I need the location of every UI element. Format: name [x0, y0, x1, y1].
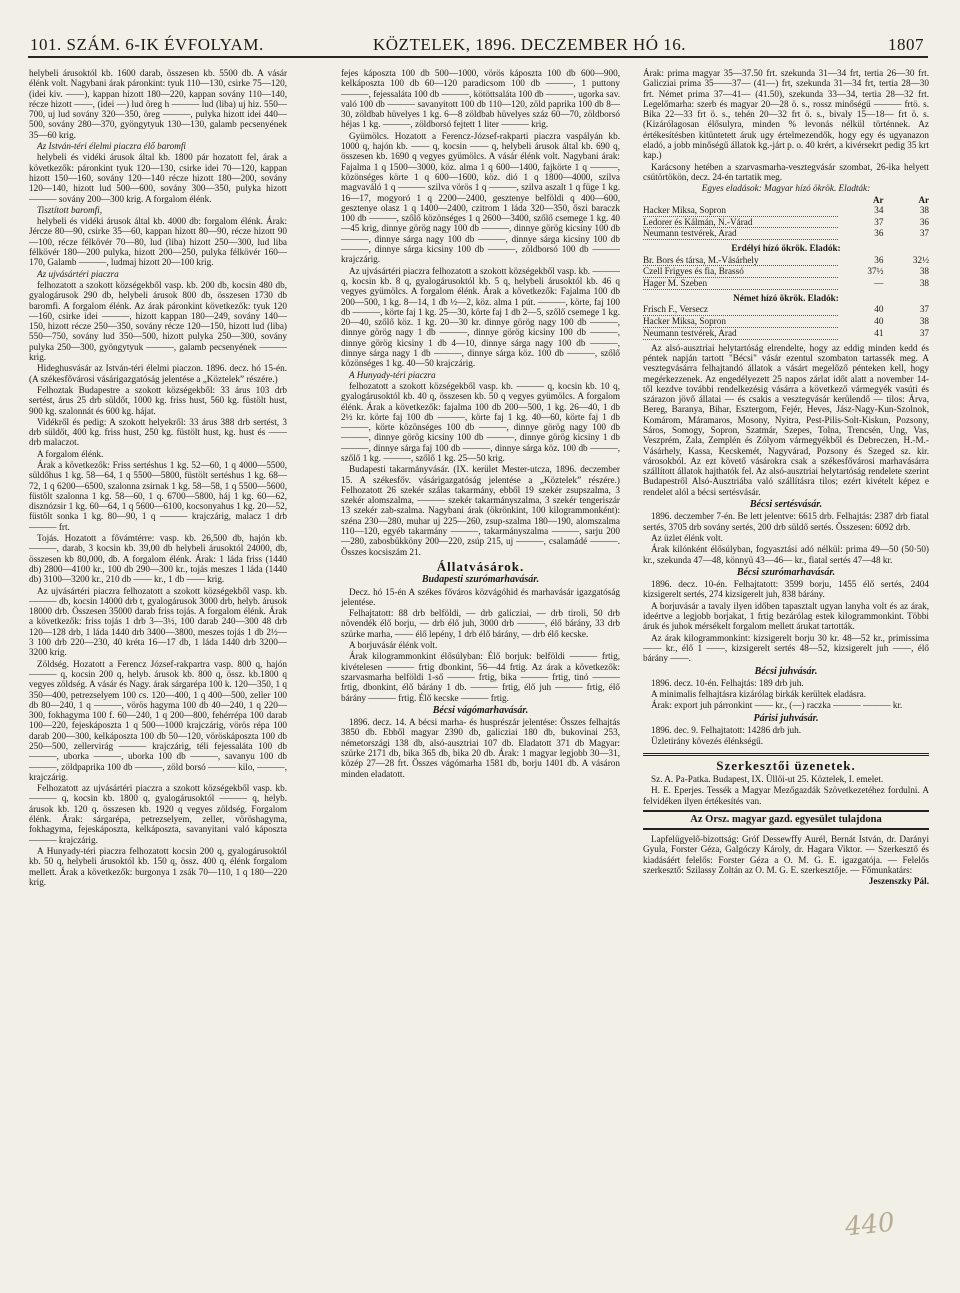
paragraph — [29, 269, 287, 279]
section-subtitle: Bécsi juhvásár. — [754, 665, 818, 677]
paragraph: Felhoztak Budapestre a szokott községekből: 33 árus 103 drb sertést, árus 25 drb süldőt, 1000 kg. friss hust, 560 kg. füstölt hust, 900 kg. szalonnát és 600 kg. hájat. — [29, 384, 287, 416]
section-title: Állatvásárok. — [436, 558, 525, 574]
paragraph — [29, 141, 287, 151]
paragraph: felhozatott a szokott községekből vasp. kb. ——— q, kocsin kb. 10 q, gyalogárusoktól kb. 40 q, összesen kb. 50 q vegyes gyümölcs. A forgalom élénk. Árak a következők: fajalma 100 db 200—500, 1 kg. 26—40, 1 db 2½ kr. körte faj 100 db ———, körte faj 1 kg. 40—60, körte faj 1 db ———, körte közönséges 100 db ———, dinnye görög nagy 100 db ———, dinnye görög kicsiny 100 db ———, dinnye görög kicsiny 1 db ———, dinnye sárga faj 100 db ———, dinnye sárga köz. 100 db ———, szőlő 1 kg. ———, szőlő 1 kg. 25—50 krig. — [341, 380, 620, 463]
paragraph: Árak kilogrammonkint élősúlyban: Élő borjuk: belföldi ——— frtig, kivételesen ——— frtig dbonkint, 56—44 frtig. Az árak a következők: szarvasmarha belföldi 1-ső ——— frtig, bika ——— frtig, tinó ——— frtig, dbonkint, élő bárány 1 db. ——— frtig, élő juh ——— frtig, élő bárány ——— frtig. Élő kecske ——— frtig. — [341, 651, 620, 703]
paragraph: 1896. dec. 9. Felhajtatott: 14286 drb juh. — [651, 725, 802, 736]
issue-number: 101. SZÁM. 6-IK ÉVFOLYAM. — [30, 35, 264, 54]
paragraph: Az üzlet élénk volt. — [651, 532, 723, 543]
paragraph: Zöldség. Hozatott a Ferencz József-rakpartra vasp. 800 q, hajón ——— q, kocsin 200 q, helyb. árusok kb. 800 q, össz. kb.1800 q vegyes zöldség. A vásár és Nagy. árak sárgarépa 100 k. 120—350, 1 q 350—400, petrezselyem 100 cs. 120—400, 1 q 400—500, zeller 100 db 80—240, 1 q ———, vörös hagyma 100 db 40—240, 1 q 220—300, fokhagyma 100 f. 60—240, 1 q 200—800, fehérrépa 100 darab 100—220, fejeskáposzta 1 q 500—1000 krajczárig, vörös répa 100 darab 200—300, kelkáposzta 100 db 50—120, vöröskáposzta 100 db 250—500, zellervirág ——— krajczárig, téli fejessaláta 100 db ———, uborka ———, uborka 100 db ———, savanyu 100 db ———, zöldpaprika 100 db ———, zöld borsó ——— kilo, ———, krajczárig. — [29, 658, 287, 782]
table-row: Hacker Miksa, Sopron 40 38 — [643, 316, 929, 327]
paragraph: Az alsó-ausztriai helytartóság elrendelte, hogy az eddig minden kedd és péntek napján tartott "Bécsi" vásár ezentul szombaton tartassék meg. A vesztegvásárra felhajtandó állatok a vásárt megelőző pénteken kell, hogy megérkezzenek. Az engedélyezett 25 napos zárlat időt alatt a november 14-től kezdve további rendelkezésig vásárra a következő vármegyék vasúti és szárazon jövő állatai — és csakis a vesztegvásár kerülendő — tilos: Árva, Bereg, Baranya, Bihar, Esztergom, Fejér, Heves, Jász-Nagy-Kun-Szolnok, Komárom, Máramaros, Mosony, Nyitra, Pest-Pilis-Solt-Kiskun, Pozsony, Sáros, Somogy, Sopron, Szatmár, Szepes, Tolna, Trencsén, Ung, Vas, Veszprém, Zala, Zemplén és Zólyom vármegyékből és Debreczen, H.-M.-Vásárhely, Kassa, Kecskemét, Nagyvárad, Pozsony és Szeged sz. kir. városokból. Az ezt követő vásárokra csak a székesfővárosi marhavásárra szállított állatok hajthatók fel. Az alsó-ausztriai helytartóság rendelete szerint Budapestről Alsó-Ausztriába való szállításra tilos; ezért kivételt képez e rendelet alól a bécsi sertésvásár. — [643, 342, 929, 497]
paragraph: fejes káposzta 100 db 500—1000, vörös káposzta 100 db 600—900, kelkáposzta 100 db 60—120 paradicsom 100 db ———, 1 puttony ———, fejessaláta 100 db ———, kötöttsaláta 100 db ———, ugorka sav. való 100 db ——— savanyitott 100 db 110—120, zöld paprika 100 db 8—30, zöldbab hüvelyes 1 kg. 6—8 zöldbab hüvelyes száz 60—70, zöldborsó héjas 1 kg. ———, zöldborsó fejtett 1 liter ——— krig. — [341, 68, 620, 130]
column-right — [643, 68, 929, 1268]
market-heading: Tisztított baromfi, — [37, 204, 103, 215]
paragraph: Sz. A. Pa-Patka. Budapest, IX. Üllői-ut 25. Köztelek, I. emelet. — [651, 773, 884, 784]
market-heading: A Hunyady-téri piaczra — [349, 369, 436, 380]
table-row: Ledorer és Kálmán, N.-Várad 37 36 — [643, 216, 929, 227]
market-heading: Az István-téri élelmi piaczra élő baromfi — [37, 141, 186, 152]
section-title: Szerkesztői üzenetek. — [716, 757, 856, 773]
table-caption: Egyes eladások: Magyar hízó ökrök. Eladták: — [701, 183, 871, 194]
paragraph: Hideghusvásár az István-téri élelmi piaczon. 1896. decz. hó 15-én. (A székesfővárosi vásárigazgatóság jelentése a „Köztelek” részére.) — [29, 363, 287, 384]
paragraph: 1896. decz. 10-én. Felhajtatott: 3599 borju, 1455 élő sertés, 2404 kizsigerelt sertés, 274 kizsigerelt juh, 838 bárány. — [643, 579, 929, 600]
price-table-transylvanian — [643, 255, 929, 290]
table-row: Neumann testvérek, Arad 41 37 — [643, 327, 929, 338]
paragraph: 1896. decz. 10-én. Felhajtás: 189 drb juh. — [651, 677, 804, 688]
column-middle — [341, 68, 620, 1268]
paragraph: helybeli és vidéki árusok által kb. 1800 pár hozatott fel, árak a következők: páronkint tyuk 120—130, csirke idei 70—120, kappan hizott 150—160, sovány 120—140 récze hizott 180—200, sovány 120—140, hizott lud 500—600, sovány 300—350, pulyka hizott ——— sovány 200—300 krig. A forgalom élénk. — [29, 152, 287, 204]
section-subtitle: Párisi juhvásár. — [753, 712, 819, 724]
paragraph: Üzletirány kövezés élénkségű. — [651, 736, 763, 747]
paragraph: helybeli és vidéki árusok által kb. 4000 db: forgalom élénk. Árak: Jércze 80—90, csirke 35—60, kappan hizott 80—90, récze hizott 90—100, récze félkövér 70—80, lud (liba) hizott 250—300, lud liba félkövér 180—200 pulyka, hizott 200—250, pulyka félkövér 160—170, Galamb ———, ludmaj hizott 20—100 krig. — [29, 216, 287, 268]
pencil-note: 440 — [843, 1207, 897, 1243]
section-subtitle: Bécsi vágómarhavásár. — [432, 704, 529, 716]
table-row: Czell Frigyes és fia, Brassó 37½ 38 — [643, 266, 929, 277]
table-row: Hager M. Szeben — 38 — [643, 278, 929, 289]
paragraph: A minimalis felhajtásra kizárólag birkák kerültek eladásra. — [651, 689, 867, 700]
paragraph: Decz. hó 15-én A székes főváros közvágóhid és marhavásár igazgatóság jelentése. — [341, 586, 620, 607]
table-row: Br. Bors és társa, M.-Vásárhely 36 32½ — [643, 254, 929, 265]
paragraph: A forgalom élénk. — [37, 448, 104, 459]
paragraph: Tojás. Hozatott a fővámtérre: vasp. kb. 26,500 db, hajón kb. ———, darab, 3 kocsin kb. 39,00 db helybeli árusoktól 24000, db, összesen kb 80,000, db. A forgalom élénk. Árak: 1 láda friss (1440 db) 2800—4100 kr., 100 db 290—300 kr., tojás meszes 1 láda (1440 db) 3100—3200 kr., 210 db —— kr., 1 db —— krig. — [29, 533, 287, 585]
section-subtitle: Budapesti szurómarhavásár. — [421, 574, 540, 586]
paragraph: Felhajtatott: 88 drb belföldi, — drb galicziai, — drb tiroli, 50 drb növendék élő borju, — drb élő juh, 3000 drb ———, élő bárány, 33 drb szürke marha, —— élő lepény, 1 drb élő bárány, — drb élő kecske. — [341, 608, 620, 639]
paragraph: Árak: export juh párronkint —— kr., (—) raczka ——— ——— kr. — [651, 700, 903, 711]
paragraph: A borjuvásár a tavaly ilyen időben tapasztalt ugyan lanyha volt és az árak, ideértve a legjobb borjakat, 1 frtig bezárólag estek kilogrammonkint. Többi áruk és juhok mérsékelt forgalom mellett árukat tartották. — [643, 600, 929, 632]
paragraph: Budapesti takarmányvásár. (IX. kerület Mester-utcza, 1896. deczember 15. A székesfőv. vásárigazgatóság jelentése a „Köztelek” részére.) Felhozatott 26 szekér szálas takarmány, ebből 19 szekér zsupszalma, 3 szekér alomszalma, ——— szekér takarmányszalma, 3 szekér tengeriszár 13 szekér zab-szalma. Nagybani árak (ökrönkint, 100 kilogrammonként): széna 230—280, muhar uj 225—260, zsup-szalma 180—190, alomszalma 110—120, egyéb takarmány ———, takarmányszalma ———, sarju 200—280, zabosbükköny 200—220, zsúp 215, uj ———, csalamádé ———. Összes kocsiszám 21. — [341, 464, 620, 557]
newspaper-title-date: KÖZTELEK, 1896. DECZEMBER HÓ 16. — [373, 35, 687, 54]
column-left — [29, 68, 287, 1268]
paragraph: Az árak kilogrammonkint: kizsigerelt borju 30 kr. 48—52 kr., primissima —— kr., élő 1 ——, kizsigerelt sertés 48—52, kizsigerelt juh ——, élő bárány ——. — [643, 632, 929, 664]
paragraph: Vidékről és pedig: A szokott helyekről: 33 árus 388 drb sertést, 3 drb süldőt, 400 kg. friss hust, 250 kg. füstölt hust, kg. hust és —— drb malaczot. — [29, 416, 287, 448]
paragraph: Árak a következők: Friss sertéshus 1 kg. 52—60, 1 q 4000—5500, süldőhus 1 kg. 58—64, 1 q 5500—5800, füstölt sertéshus 1 kg. 68—72, 1 q 6200—6500, szalonna zsirnak 1 kg. 58—58, 1 q 5500—5600, füstölt szalonna 1 kg. 58—60, 1 q. 6700—5800, háj 1 kg. 60—62, disznózsir 1 kg. 60—64, 1 q 5600—6100, kocsonyahus 1 kg. 20—52, füstölt sonka 1 kg. 80—90, 1 q ——— krajczárig, malacz 1 drb ——— frt. — [29, 459, 287, 532]
paragraph: Árak: prima magyar 35—37.50 frt. szekunda 31—34 frt, tertia 26—30 frt. Galicziai prima 35——37— (41—) frt, szekunda 31—34 frt, tertia 28—30 frt. Német prima 37—41— (41.50), szekunda 33—34, tertia 28—32 frt. Legelőmarha: szerb és magyar 20—28 ö. s., rossz minőségű ——— frtö. s. Bika 22—33 frt ö. s., tehén 20—32 frt ö. s., bivaly 15—18— frt ö. s. (Kizárólagosan élősulyra, minden % levonás nélkül történnek. Az értékesítésben kitüntetett áruk ugy értelmezendők, hogy egy és ugyanazon eladó, a jobb minőségű állatok kg.-járt p. o. 40 krért, a kivérsekrt pedig 35 krt kap.) — [643, 68, 929, 161]
paragraph: Felhozatott az ujvásártéri piaczra a szokott községekből vasp. kb. ——— q, kocsin kb. 1800 q, gyalogárusoktól ——— q, helyb. árusok kb. 120 q. összesen kb. 1920 q vegyes zöldség. Forgalom élénk. Árak: sárgarépa, petrezselyem, zeller, vöröshagyma, fokhagyma, fejeskáposzta, kelkáposzta, savanyitani való káposzta ——— krajczárig. — [29, 783, 287, 845]
section-subtitle: Bécsi szurómarhavásár. — [736, 566, 836, 578]
paragraph: felhozatott a szokott községekből vasp. kb. 200 db, kocsin 480 db, gyalogárusok 290 db, helybeli árusok 800 db, összesen 1730 db baromfi. A forgalom élénk. Az árak páronkint következők: tyuk 120—160, csirke idei ———, hizott kappan 180—249, sovány 140—150, hizott récze 250—350, sovány récze 120—150, hizott lud (liba) 550—750, sovány lud 350—500, hizott pulyka 250—300, sovány pulyka 250—300, gyöngytyuk ———, galamb pecsenyének ——— krig. — [29, 279, 287, 363]
paragraph — [341, 370, 620, 380]
table-caption: Erdélyi hízó ökrök. Eladók: — [731, 243, 841, 254]
ownership-box: Az Orsz. magyar gazd. egyesület tulajdona — [643, 810, 929, 830]
page-number: 1807 — [888, 35, 924, 54]
price-table-german — [643, 304, 929, 339]
signature: Jeszenszky Pál. — [868, 876, 929, 887]
table-row: Hacker Miksa, Sopron 34 38 — [643, 204, 929, 216]
table-row: Neumann testvérek, Arad 36 37 — [643, 228, 929, 239]
table-header-ar: Ar — [918, 194, 929, 205]
table-row: Frisch F., Versecz 40 37 — [643, 304, 929, 315]
table-caption: Német hízó ökrök. Eladók: — [733, 292, 839, 303]
price-table-hungarian — [643, 195, 929, 241]
table-header-ar: Ar — [872, 194, 884, 205]
paragraph: Az ujvásártéri piaczra felhozatott a szokott községekből vasp. kb. ——— db, kocsin 14000 drb t, gyalogárusok 3000 drb, helyb. árusok 18000 drb. Összesen 35000 darab friss tojás. A forgalom élénk. Árak a következők: friss tojás 1 drb 3—3½, 100 darab 240—300 48 drb 120—128 drb, 1 láda 1440 drb 3400—3800, meszes tojás 1 db 2½—3 100 drb 220—230, 40 kréta 16—17 db, 1 láda 1440 drb 3200—3200 krig. — [29, 585, 287, 658]
paragraph: A Hunyady-téri piaczra felhozatott kocsin 200 q, gyalogárusoktól kb. 50 q, helybeli árusoktól kb. 150 q, össz. 400 q, élénk forgalom mellett. Árak a következők: burgonya 1 zsák 70—110, 1 q 180—220 krig. — [29, 845, 287, 887]
masthead-credits: Lapfelügyelő-bizottság: Gróf Dessewffy Aurél, Bernát István, dr. Darányi Gyula, Forster Géza, Galgóczy Károly, dr. Hagara Viktor. — Szerkesztő és kiadásáért felelős: Forster Géza a O. M. G. E. igazgatója. — Felelős szerkesztő: Szilassy Zoltán az O. M. G. E. szerkesztője. — Főmunkatárs: — [643, 834, 929, 875]
paragraph: helybeli árusoktól kb. 1600 darab, összesen kb. 5500 db. A vásár élénk volt. Nagybani árak páronkint: tyuk 110—130, csirke 75—120, (idei kiv. ——), kappan hizott 180—220, kappan sovány 110—140, récze hizott ——, (idei —) lud öreg h ——— lud (liba) uj hiz. 550—700, uj lud sovány 320—350, öreg ———, pulyka hizott idei 440—500, sovány 280—370, gyöngytyuk 130—130, galamb pecsenyének 35—60 krig. — [29, 68, 287, 140]
market-heading: Az ujvásártéri piaczra — [37, 268, 119, 279]
paragraph: Gyümölcs. Hozatott a Ferencz-József-rakparti piaczra vaspályán kb. 1000 q, hajón kb. —— q, kocsin —— q, helybeli árusok által kb. 690 q, összesen kb. 1690 q vegyes gyümölcs. A vásár élénk volt. Nagybani árak: Fajalma 1 q 1500—3000, köz. alma 1 q 600—1400, fajkörte 1 q ———, közönséges körte 1 q 600—1600, köz. dió 1 q 1800—4000, szilva magvaváló 1 q ——— szilva vörös 1 q ———, szilva aszalt 1 q füge 1 kg. 16—17, mogyoró 1 q 2200—2400, gesztenye belföldi q 400—600, gesztenye olasz 1 q 1400—2400, czitrom 1 láda 320—350, őszi baraczk 100 db ———, szőlő közönséges 1 q 2600—3400, szőlő csemege 1 kg. 40—45 krig, dinnye görög nagy 100 db ———, dinnye görög kicsiny 100 db ———, dinnye sárga nagy 100 db ———, dinnye sárga kicsiny 100 db ———, dinnye sárga kicsiny 100 db ———, zöldborsó 100 db ——— krajczárig. — [341, 130, 620, 265]
divider — [643, 753, 929, 756]
paragraph: 1896. deczember 7-én. Be lett jelentve: 6615 drb. Felhajtás: 2387 drb fiatal sertés, 3705 drb sovány sertés, 200 drb süldő sertés. Összesen: 6092 drb. — [643, 511, 929, 532]
paragraph: Árak kilónként élősúlyban, fogyasztási adó nélkül: prima 49—50 (50·50) kr., szekunda 47—48, könnyü 43—46— kr., fiatal sertés 47—48 kr. — [643, 544, 929, 565]
page-header — [28, 34, 928, 58]
paragraph: A borjuvásár élénk volt. — [349, 640, 438, 651]
paragraph: H. E. Eperjes. Tessék a Magyar Mezőgazdák Szövetkezetéhez fordulni. A felvidéken ilyen értékesítés van. — [643, 785, 929, 806]
paragraph: 1896. decz. 14. A bécsi marha- és husprészár jelentése: Összes felhajtás 3850 db. Ebből magyar 2390 db, galicziai 180 db, bukovinai 253, németországi 138 db, alsó-ausztriai 107 db. Eladatott 371 db Magyar: szürke 2171 db, bika 365 db, bika 20 db. Árak: 1 magyar legjobb 30—31, közép 27—28 frt. Összes vágómarha 1581 db, borju 1401 db. A vásáron minden eladatott. — [341, 717, 620, 779]
section-subtitle: Bécsi sertésvásár. — [749, 499, 823, 511]
paragraph: Az ujvásártéri piaczra felhozatott a szokott községekből vasp. kb. ——— q, kocsin kb. 8 q, gyalogárusoktól kb. 5 q, helybeli árusoktól kb. 46 q vegyes gyümölcs. A forgalom élénk. Árak a következők: Fajalma 100 db 200—500, 1 kg. 8—14, 1 db ½—2, köz. alma 1 pút. ———, körte, faj 100 db ———, körte faj 1 kg. 25—30, körte faj 1 db 2—5, szőlő csemege 1 kg. 20—40, szőlő köz. 1 kg. 20—30 kr. dinnye görög nagy 100 db ———, dinnye görög nagy 1 db ———, dinnye görög kicsiny 100 db ———, dinnye görög kicsiny 1 db 4—10, dinnye sárga nagy 100 db ———, dinnye sárga nagy 1 db ———, dinnye sárga köz. 100 db ———, szőlő közönséges 1 kg. 40—50 krajczárig. — [341, 265, 620, 369]
paragraph — [29, 205, 287, 215]
paragraph: Karácsony hetében a szarvasmarha-vesztegvásár szombat, 26-ika helyett csütörtökön, decz. 24-én tartatik meg. — [643, 161, 929, 182]
